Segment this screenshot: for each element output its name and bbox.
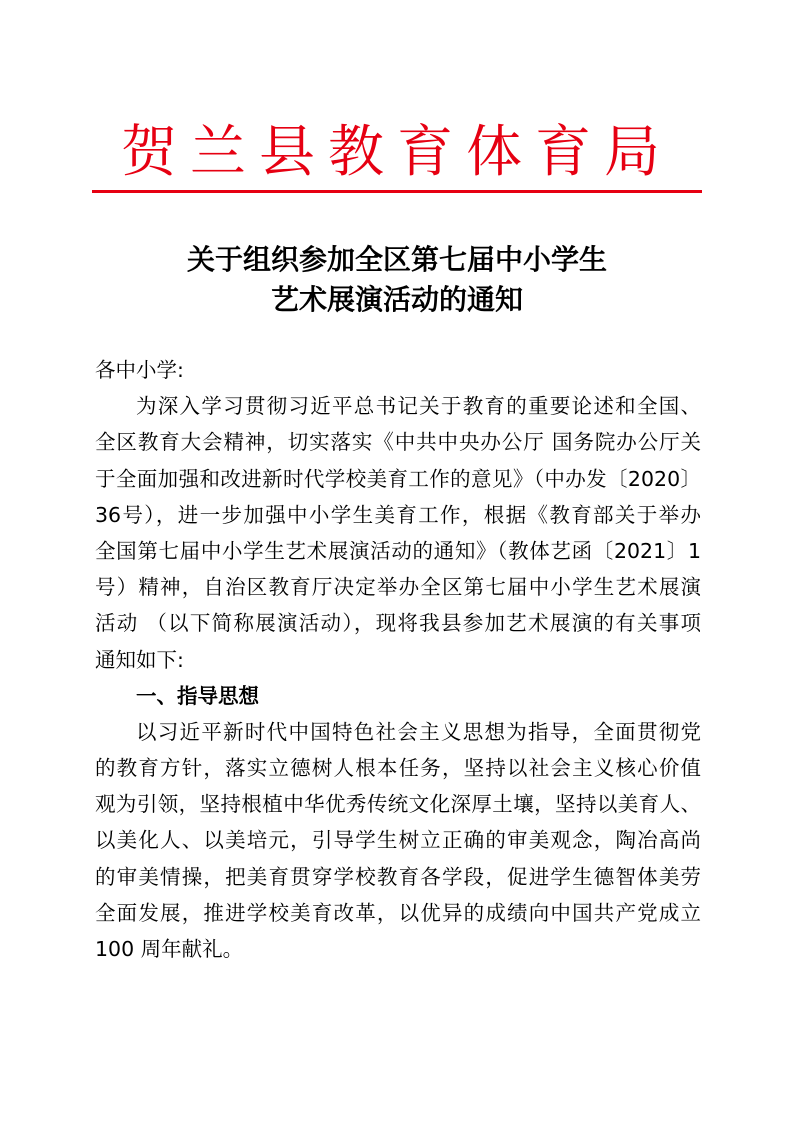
red-divider-line (92, 190, 702, 193)
intro-line: 36号），进一步加强中小学生美育工作，根据《教育部关于举办 (95, 502, 701, 527)
section-line: 观为引领，坚持根植中华优秀传统文化深厚土壤，坚持以美育人、 (95, 792, 701, 817)
section-line: 的教育方针，落实立德树人根本任务，坚持以社会主义核心价值 (95, 756, 701, 781)
salutation: 各中小学: (95, 358, 184, 382)
agency-masthead: 贺兰县教育体育局 (121, 120, 673, 185)
document-title-line-2: 艺术展演活动的通知 (270, 283, 523, 316)
intro-line: 于全面加强和改进新时代学校美育工作的意见》（中办发〔2020〕 (95, 466, 701, 491)
intro-line: 全国第七届中小学生艺术展演活动的通知》（教体艺函〔2021〕1 (95, 538, 701, 563)
section-line: 全面发展，推进学校美育改革，以优异的成绩向中国共产党成立 (95, 900, 701, 925)
section-line: 以美化人、以美培元，引导学生树立正确的审美观念，陶冶高尚 (95, 828, 701, 853)
section-heading: 一、指导思想 (136, 683, 259, 708)
intro-line: 号）精神，自治区教育厅决定举办全区第七届中小学生艺术展演 (95, 575, 701, 600)
intro-line: 通知如下: (95, 647, 184, 672)
document-title-line-1: 关于组织参加全区第七届中小学生 (186, 243, 607, 276)
section-line: 100 周年献礼。 (95, 937, 244, 961)
intro-line: 活动 （以下简称展演活动），现将我县参加艺术展演的有关事项 (95, 611, 701, 636)
document-body (95, 352, 701, 967)
section-line: 的审美情操，把美育贯穿学校教育各学段，促进学生德智体美劳 (95, 864, 701, 889)
intro-line: 为深入学习贯彻习近平总书记关于教育的重要论述和全国、 (136, 394, 701, 419)
intro-line: 全区教育大会精神，切实落实《中共中央办公厅 国务院办公厅关 (95, 430, 701, 455)
section-line: 以习近平新时代中国特色社会主义思想为指导，全面贯彻党 (136, 719, 701, 744)
